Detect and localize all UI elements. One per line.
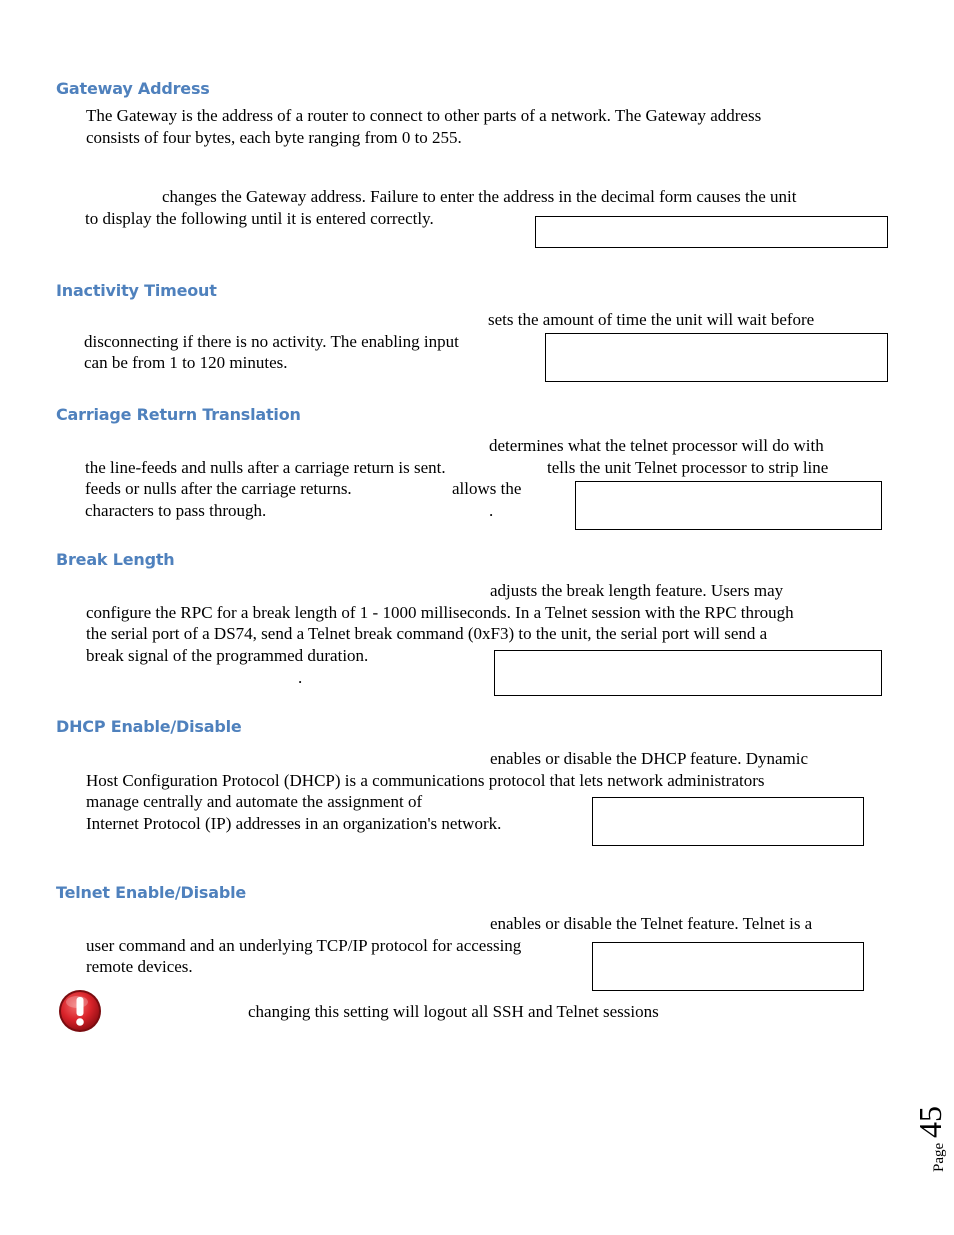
break-text-line-4: break signal of the programmed duration.: [86, 646, 369, 665]
gateway-text-line-4: to display the following until it is entered correctly.: [85, 209, 434, 228]
break-text-line-1: adjusts the break length feature. Users may: [490, 581, 784, 600]
heading-inactivity-timeout: Inactivity Timeout: [56, 281, 217, 300]
dhcp-display-box: [592, 797, 864, 846]
exclamation-alert-icon: [58, 989, 102, 1033]
telnet-warning-text: changing this setting will logout all SSH and Telnet sessions: [248, 1002, 659, 1021]
inactivity-text-line-3: can be from 1 to 120 minutes.: [84, 353, 288, 372]
carriage-text-line-3b: allows the: [452, 479, 522, 498]
inactivity-text-line-1: sets the amount of time the unit will wait before: [488, 310, 815, 329]
carriage-text-line-2b: tells the unit Telnet processor to strip line: [547, 458, 829, 477]
page-label: Page: [931, 1142, 947, 1172]
dhcp-text-line-3: manage centrally and automate the assignment of: [86, 792, 423, 811]
dhcp-text-line-2: Host Configuration Protocol (DHCP) is a communications protocol that lets network administrators: [86, 771, 765, 790]
heading-gateway-address: Gateway Address: [56, 79, 210, 98]
inactivity-display-box: [545, 333, 888, 382]
inactivity-text-line-2: disconnecting if there is no activity. The enabling input: [84, 332, 459, 351]
break-text-line-3: the serial port of a DS74, send a Telnet break command (0xF3) to the unit, the serial port will send a: [86, 624, 768, 643]
dhcp-text-line-4: Internet Protocol (IP) addresses in an organization's network.: [86, 814, 502, 833]
carriage-display-box: [575, 481, 882, 530]
telnet-text-line-1: enables or disable the Telnet feature. Telnet is a: [490, 914, 813, 933]
heading-dhcp-enable-disable: DHCP Enable/Disable: [56, 717, 242, 736]
carriage-text-line-2a: the line-feeds and nulls after a carriage return is sent.: [85, 458, 446, 477]
carriage-text-line-1: determines what the telnet processor will do with: [489, 436, 824, 455]
break-text-line-2: configure the RPC for a break length of 1 - 1000 milliseconds. In a Telnet session with the RPC through: [86, 603, 794, 622]
page-number: 45: [912, 1106, 948, 1138]
heading-telnet-enable-disable: Telnet Enable/Disable: [56, 883, 247, 902]
heading-carriage-return-translation: Carriage Return Translation: [56, 405, 301, 424]
carriage-text-line-4a: characters to pass through.: [85, 501, 267, 520]
gateway-text-line-2: consists of four bytes, each byte ranging from 0 to 255.: [86, 128, 462, 147]
carriage-text-line-4b: .: [489, 501, 494, 520]
telnet-display-box: [592, 942, 864, 991]
dhcp-text-line-1: enables or disable the DHCP feature. Dynamic: [490, 749, 809, 768]
gateway-text-line-1: The Gateway is the address of a router to connect to other parts of a network. The Gateway address: [86, 106, 762, 125]
carriage-text-line-3a: feeds or nulls after the carriage returns.: [85, 479, 352, 498]
page-number-footer: [905, 1090, 949, 1180]
break-display-box: [494, 650, 882, 696]
gateway-display-box: [535, 216, 888, 248]
telnet-text-line-3: remote devices.: [86, 957, 193, 976]
gateway-text-line-3: changes the Gateway address. Failure to enter the address in the decimal form causes the unit: [162, 187, 797, 206]
heading-break-length: Break Length: [56, 550, 175, 569]
break-text-line-5: .: [298, 668, 303, 687]
telnet-text-line-2: user command and an underlying TCP/IP protocol for accessing: [86, 936, 522, 955]
